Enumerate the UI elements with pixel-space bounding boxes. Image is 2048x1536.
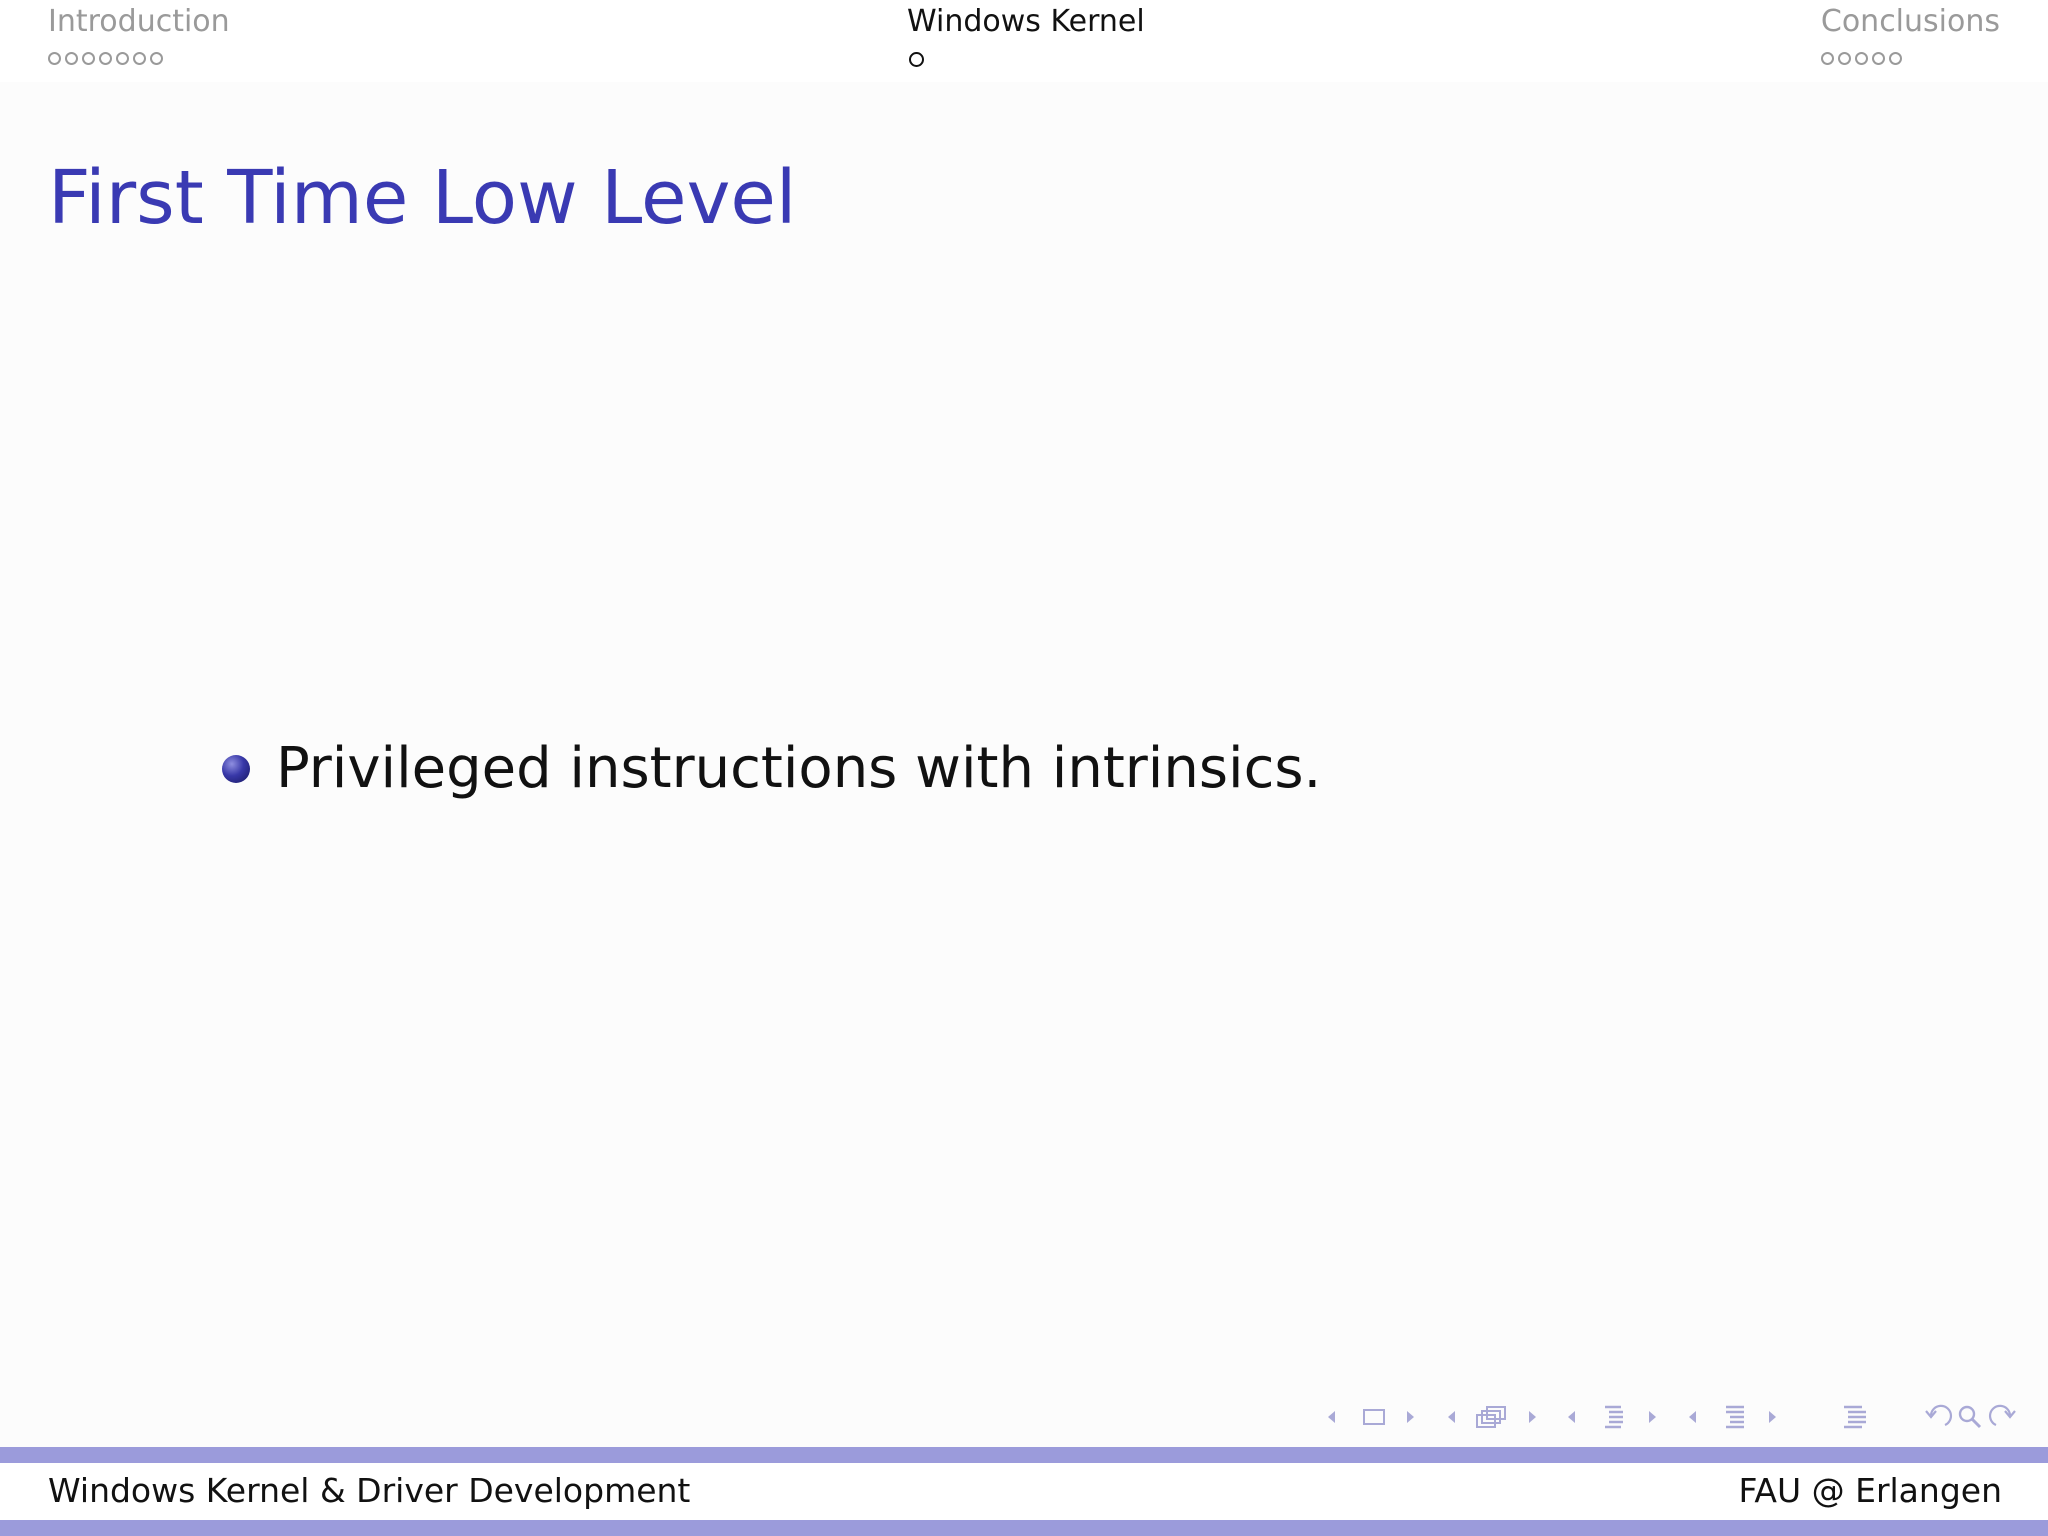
section-navigation-bar	[0, 0, 2048, 82]
nav-section-label[interactable]: Windows Kernel	[907, 4, 1145, 39]
slide-next-arrow-icon[interactable]	[1405, 1400, 1417, 1434]
section-icon[interactable]	[1724, 1400, 1748, 1434]
bullet-ball-icon	[222, 755, 250, 783]
footer-institute: FAU @ Erlangen	[1738, 1471, 2002, 1510]
nav-section-introduction[interactable]	[48, 4, 230, 65]
footer-top-bar	[0, 1447, 2048, 1463]
frame-dot[interactable]	[1821, 52, 1834, 65]
frame-dot[interactable]	[1838, 52, 1851, 65]
slide-title: First Time Low Level	[48, 155, 797, 241]
section-prev-arrow-icon[interactable]	[1686, 1400, 1698, 1434]
frame-dot[interactable]	[1855, 52, 1868, 65]
slide-frame-icon[interactable]	[1362, 1400, 1386, 1434]
frame-dot[interactable]	[150, 52, 163, 65]
beamer-navigation-symbols	[1320, 1400, 2032, 1434]
bullet-text: Privileged instructions with intrinsics.	[276, 736, 1322, 801]
footer-bottom-bar	[0, 1520, 2048, 1536]
bullet-item	[222, 734, 1321, 804]
frame-dot[interactable]	[1889, 52, 1902, 65]
frame-dot[interactable]	[82, 52, 95, 65]
section-next-arrow-icon[interactable]	[1767, 1400, 1779, 1434]
forward-icon[interactable]	[1988, 1400, 2018, 1434]
subsection-icon[interactable]	[1603, 1400, 1627, 1434]
frame-dot[interactable]	[65, 52, 78, 65]
frame-dot[interactable]	[1872, 52, 1885, 65]
frame-next-arrow-icon[interactable]	[1527, 1400, 1539, 1434]
frame-dots	[907, 52, 1145, 67]
nav-section-conclusions[interactable]	[1821, 4, 2000, 65]
frames-stack-icon[interactable]	[1475, 1400, 1509, 1434]
frame-dot[interactable]	[48, 52, 61, 65]
subsection-next-arrow-icon[interactable]	[1647, 1400, 1659, 1434]
subsection-prev-arrow-icon[interactable]	[1565, 1400, 1577, 1434]
frame-prev-arrow-icon[interactable]	[1445, 1400, 1457, 1434]
document-icon[interactable]	[1842, 1400, 1868, 1434]
search-icon[interactable]	[1956, 1400, 1984, 1434]
frame-dot[interactable]	[116, 52, 129, 65]
nav-section-label[interactable]: Introduction	[48, 4, 230, 39]
back-icon[interactable]	[1923, 1400, 1953, 1434]
footer-presentation-title: Windows Kernel & Driver Development	[48, 1471, 691, 1510]
current-frame-dot[interactable]	[909, 52, 924, 67]
nav-section-windows-kernel[interactable]	[907, 4, 1145, 67]
frame-dot[interactable]	[133, 52, 146, 65]
frame-dots	[48, 52, 230, 65]
frame-dots	[1821, 52, 2000, 65]
frame-dot[interactable]	[99, 52, 112, 65]
slide-prev-arrow-icon[interactable]	[1325, 1400, 1337, 1434]
nav-section-label[interactable]: Conclusions	[1820, 4, 2000, 39]
